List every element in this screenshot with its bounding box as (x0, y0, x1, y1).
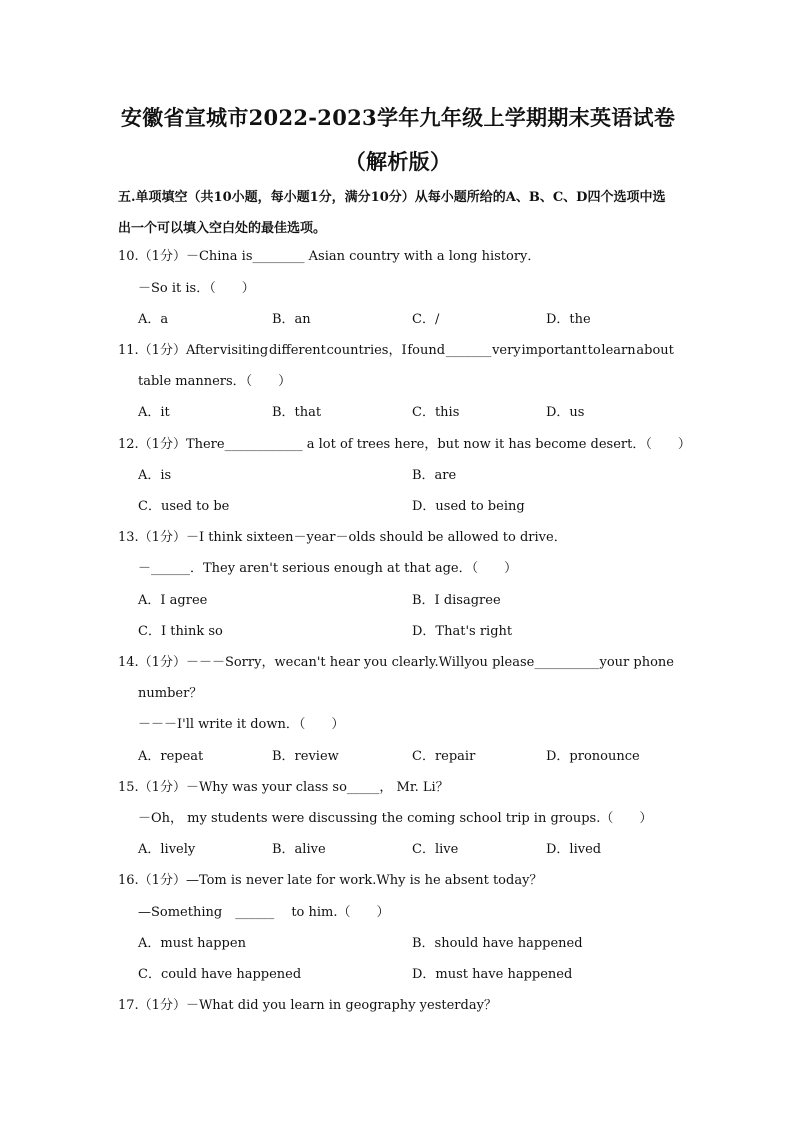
q16-option-d: D．must have happened (412, 967, 573, 982)
q12-option-a: A．is (138, 468, 172, 483)
question-14-continuation: number？ (138, 686, 203, 701)
q11-option-d: D．us (546, 405, 585, 420)
question-17-stem: 17.（1分）－What did you learn in geography yesterday？ (118, 998, 497, 1013)
q10-option-a: A．a (138, 312, 169, 327)
question-12-stem: 12.（1分）There____________ a lot of trees here，but now it has become desert．（ ） (118, 437, 691, 452)
q11-word: important (521, 343, 587, 358)
q15-option-b: B．alive (272, 842, 326, 857)
question-15-stem: 15.（1分）－Why was your class so_____， Mr. Li？ (118, 780, 449, 795)
question-14-stem (118, 653, 674, 673)
q10-option-b: B．an (272, 312, 311, 327)
question-10-reply: －So it is．（ ） (138, 281, 255, 296)
q11-word: about (636, 343, 674, 358)
q13-option-b: B．I disagree (412, 593, 501, 608)
q13-option-d: D．That's right (412, 624, 513, 639)
question-13-stem: 13.（1分）－I think sixteen－year－olds should be allowed to drive． (118, 530, 567, 545)
q16-option-c: C．could have happened (138, 967, 302, 982)
q14-option-a: A．repeat (138, 749, 204, 764)
q11-option-a: A．it (138, 405, 170, 420)
q11-word: very (492, 343, 521, 358)
q14-segment: 14.（1分）－－－Sorry，we (118, 655, 294, 670)
q11-word: different (268, 343, 326, 358)
q12-option-b: B．are (412, 468, 457, 483)
q11-option-c: C．this (412, 405, 460, 420)
q15-option-c: C．live (412, 842, 459, 857)
q12-option-d: D．used to being (412, 499, 525, 514)
question-11-stem (118, 341, 674, 361)
q14-option-d: D．pronounce (546, 749, 640, 764)
q14-segment: can't hear you clearly.Will (293, 655, 465, 670)
q13-option-a: A．I agree (138, 593, 208, 608)
q14-option-c: C．repair (412, 749, 476, 764)
question-14-reply: －－－I'll write it down．（ ） (138, 717, 345, 732)
q15-option-a: A．lively (138, 842, 196, 857)
q16-option-a: A．must happen (138, 936, 246, 951)
question-15-reply: －Oh， my students were discussing the coming school trip in groups.（ ） (138, 811, 653, 826)
q10-option-d: D．the (546, 312, 591, 327)
page-title: 安徽省宣城市2022-2023学年九年级上学期期末英语试卷（解析版） (120, 105, 676, 174)
q11-word: countries，I (326, 343, 407, 358)
question-10-stem: 10.（1分）－China is________ Asian country with a long history． (118, 249, 541, 264)
q10-option-c: C．/ (412, 312, 440, 327)
q11-word: 11.（1分）After (118, 343, 220, 358)
q14-option-b: B．review (272, 749, 339, 764)
question-11-continuation: table manners．（ ） (138, 374, 292, 389)
q11-word: visiting (219, 343, 269, 358)
q11-word: found (407, 343, 446, 358)
q15-option-d: D．lived (546, 842, 602, 857)
question-13-reply: －______．They aren't serious enough at that age．（ ） (138, 561, 518, 576)
section-heading: 五.单项填空（共10小题，每小题1分，满分10分）从每小题所给的A、B、C、D四个选项中选出一个可以填入空白处的最佳选项。 (118, 190, 666, 236)
q12-option-c: C．used to be (138, 499, 230, 514)
question-16-stem: 16.（1分）—Tom is never late for work.Why is he absent today？ (118, 873, 543, 888)
q11-blank: _______ (445, 343, 492, 358)
q14-segment: __________your phone (534, 655, 674, 670)
q13-option-c: C．I think so (138, 624, 223, 639)
q16-option-b: B．should have happened (412, 936, 583, 951)
q11-word: to (587, 343, 601, 358)
question-16-reply: —Something ______ to him.（ ） (138, 905, 390, 920)
q11-option-b: B．that (272, 405, 322, 420)
q11-word: learn (601, 343, 636, 358)
q14-segment: you please (464, 655, 535, 670)
